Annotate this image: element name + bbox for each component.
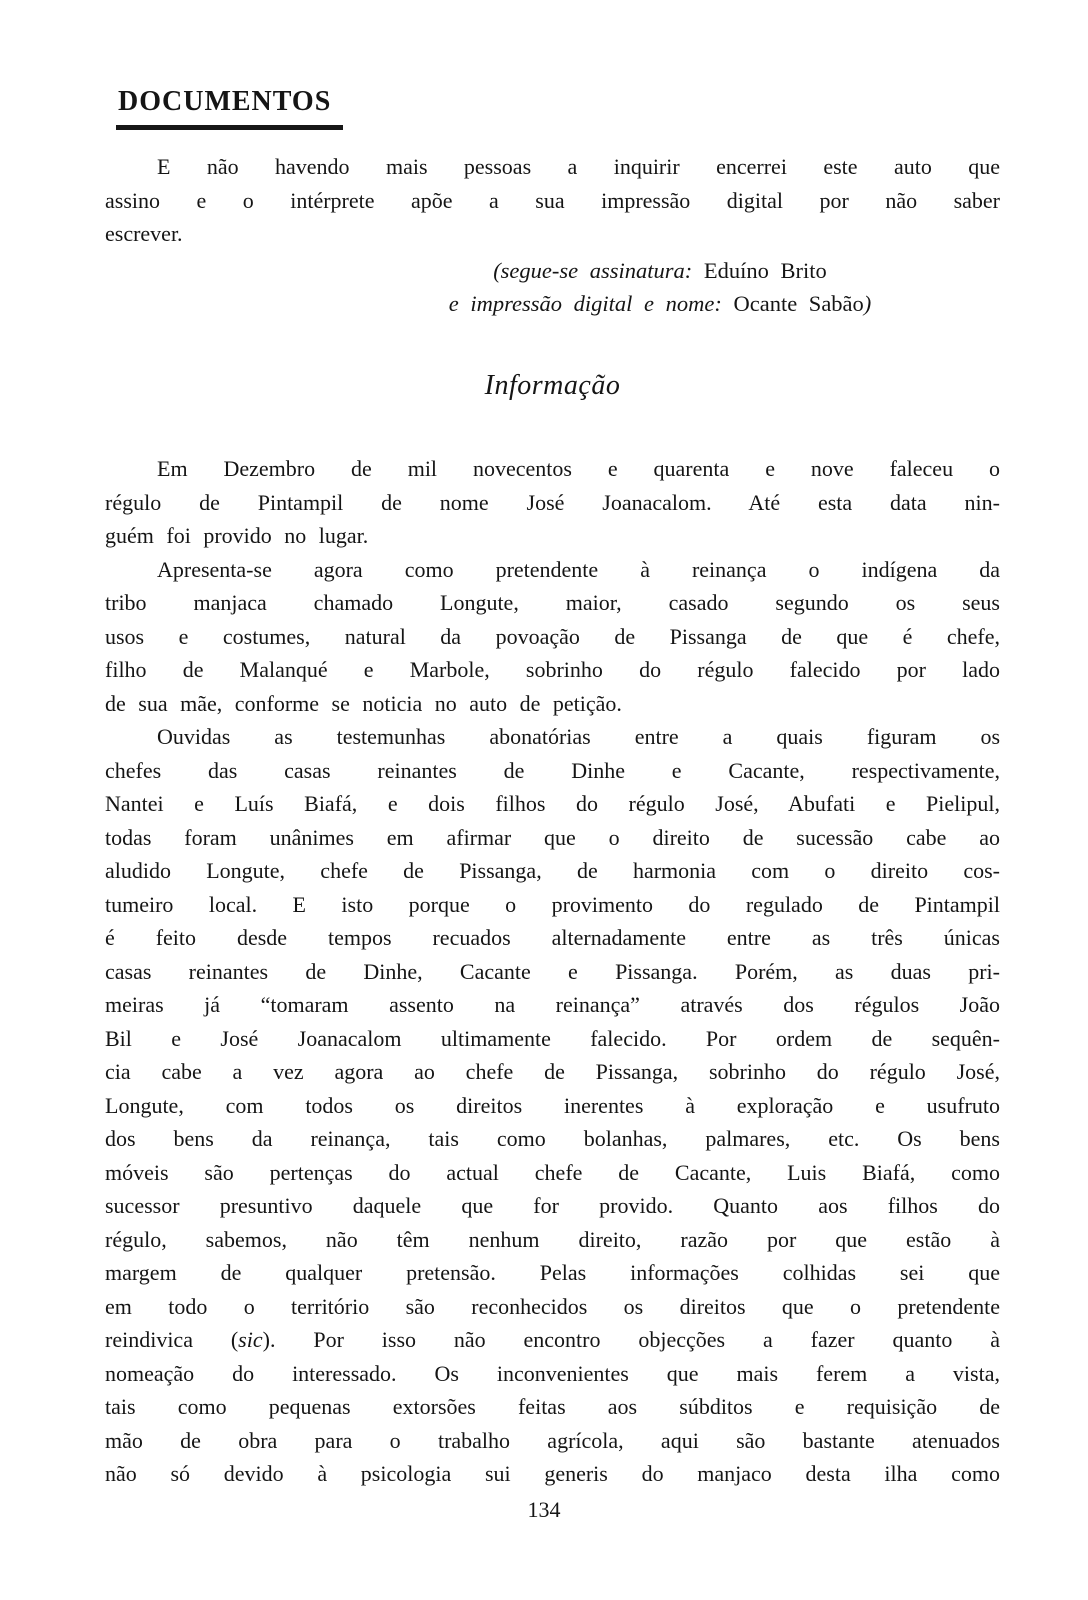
text-segment: Ocante Sabão bbox=[733, 291, 864, 316]
text-segment: Em Dezembro de mil novecentos e quarenta e nove faleceu o bbox=[157, 456, 1000, 481]
text-line bbox=[105, 754, 1000, 788]
text-segment: usos e costumes, natural da povoação de Pissanga de que é chefe, bbox=[105, 623, 1000, 649]
text-line bbox=[105, 821, 1000, 855]
text-segment: régulo, sabemos, não têm nenhum direito, razão por que estão à bbox=[105, 1226, 1000, 1252]
text-line bbox=[105, 1223, 1000, 1257]
text-segment: tumeiro local. E isto porque o provimento do regulado de Pintampil bbox=[105, 891, 1000, 917]
text-line bbox=[105, 787, 1000, 821]
text-segment: casas reinantes de Dinhe, Cacante e Pissanga. Porém, as duas pri- bbox=[105, 958, 1000, 984]
text-segment: Ouvidas as testemunhas abonatórias entre a quais figuram os bbox=[157, 724, 1000, 749]
text-segment: é feito desde tempos recuados alternadamente entre as três únicas bbox=[105, 925, 1000, 950]
text-segment: reindivica ( bbox=[105, 1327, 239, 1352]
document-title: DOCUMENTOS bbox=[116, 86, 343, 130]
text-line bbox=[105, 217, 1000, 251]
text-line bbox=[105, 1290, 1000, 1324]
text-line bbox=[105, 1022, 1000, 1056]
text-line bbox=[105, 1357, 1000, 1391]
text-segment: Apresenta-se agora como pretendente à reinança o indígena da bbox=[157, 556, 1000, 582]
text-segment: tais como pequenas extorsões feitas aos súbditos e requisição de bbox=[105, 1394, 1000, 1419]
text-line bbox=[105, 653, 1000, 687]
text-line bbox=[105, 553, 1000, 587]
text-line bbox=[105, 687, 1000, 721]
text-segment: dos bens da reinança, tais como bolanhas, palmares, etc. Os bens bbox=[105, 1126, 1000, 1151]
italic-text-segment: sic bbox=[238, 1327, 263, 1352]
text-line bbox=[105, 1323, 1000, 1357]
text-segment: Longute, com todos os direitos inerentes à exploração e usufruto bbox=[105, 1092, 1000, 1118]
text-line bbox=[105, 1256, 1000, 1290]
text-line bbox=[320, 287, 1000, 320]
text-segment: chefes das casas reinantes de Dinhe e Cacante, respectivamente, bbox=[105, 757, 1000, 783]
text-line bbox=[105, 1089, 1000, 1123]
text-line bbox=[105, 486, 1000, 520]
page-number: 134 bbox=[527, 1497, 561, 1522]
text-segment: mão de obra para o trabalho agrícola, aqui são bastante atenuados bbox=[105, 1427, 1000, 1453]
text-segment: régulo de Pintampil de nome José Joanacalom. Até esta data nin- bbox=[105, 489, 1000, 515]
text-segment: guém foi provido no lugar. bbox=[105, 523, 369, 548]
text-line bbox=[320, 254, 1000, 287]
text-segment: tribo manjaca chamado Longute, maior, casado segundo os seus bbox=[105, 590, 1000, 615]
text-segment: todas foram unânimes em afirmar que o direito de sucessão cabe ao bbox=[105, 824, 1000, 850]
text-line bbox=[105, 150, 1000, 184]
italic-text-segment: e impressão digital e nome: bbox=[448, 291, 734, 316]
text-segment: margem de qualquer pretensão. Pelas informações colhidas sei que bbox=[105, 1260, 1000, 1285]
italic-text-segment: ) bbox=[863, 291, 872, 316]
text-line bbox=[105, 1122, 1000, 1156]
text-segment: Eduíno Brito bbox=[703, 258, 827, 283]
text-segment: em todo o território são reconhecidos os direitos que o pretendente bbox=[105, 1293, 1000, 1319]
section-heading: Informação bbox=[484, 370, 621, 401]
text-segment: não só devido à psicologia sui generis do manjaco desta ilha como bbox=[105, 1461, 1000, 1486]
text-line bbox=[105, 854, 1000, 888]
italic-text-segment: (segue-se assinatura: bbox=[493, 258, 704, 283]
text-segment: ). Por isso não encontro objecções a fazer quanto à bbox=[262, 1327, 1000, 1352]
text-segment: filho de Malanqué e Marbole, sobrinho do régulo falecido por lado bbox=[105, 657, 1000, 682]
text-line bbox=[105, 1424, 1000, 1458]
text-line bbox=[105, 1390, 1000, 1424]
text-line bbox=[105, 888, 1000, 922]
signature-block bbox=[320, 254, 1000, 320]
text-line bbox=[105, 955, 1000, 989]
text-segment: E não havendo mais pessoas a inquirir encerrei este auto que bbox=[157, 154, 1000, 179]
text-segment: de sua mãe, conforme se noticia no auto de petição. bbox=[105, 690, 622, 716]
text-segment: meiras já “tomaram assento na reinança” através dos régulos João bbox=[105, 992, 1000, 1017]
text-line bbox=[105, 1156, 1000, 1190]
intro-paragraph bbox=[105, 150, 1000, 251]
text-segment: nomeação do interessado. Os inconvenientes que mais ferem a vista, bbox=[105, 1360, 1000, 1386]
text-line bbox=[105, 921, 1000, 955]
text-line bbox=[105, 1457, 1000, 1491]
text-segment: assino e o intérprete apõe a sua impressão digital por não saber bbox=[105, 187, 1000, 213]
text-segment: sucessor presuntivo daquele que for provido. Quanto aos filhos do bbox=[105, 1193, 1000, 1218]
text-segment: Nantei e Luís Biafá, e dois filhos do régulo José, Abufati e Pielipul, bbox=[105, 791, 1000, 816]
text-line bbox=[105, 620, 1000, 654]
text-line bbox=[105, 988, 1000, 1022]
text-line bbox=[105, 1189, 1000, 1223]
text-line bbox=[105, 184, 1000, 218]
main-text bbox=[105, 452, 1000, 1491]
text-segment: escrever. bbox=[105, 221, 183, 246]
text-segment: aludido Longute, chefe de Pissanga, de harmonia com o direito cos- bbox=[105, 858, 1000, 883]
text-line bbox=[105, 720, 1000, 754]
text-line bbox=[105, 452, 1000, 486]
text-segment: cia cabe a vez agora ao chefe de Pissanga, sobrinho do régulo José, bbox=[105, 1059, 1000, 1084]
text-line bbox=[105, 586, 1000, 620]
text-line bbox=[105, 519, 1000, 553]
text-segment: Bil e José Joanacalom ultimamente falecido. Por ordem de sequên- bbox=[105, 1025, 1000, 1051]
text-line bbox=[105, 1055, 1000, 1089]
text-segment: móveis são pertenças do actual chefe de Cacante, Luis Biafá, como bbox=[105, 1159, 1000, 1185]
